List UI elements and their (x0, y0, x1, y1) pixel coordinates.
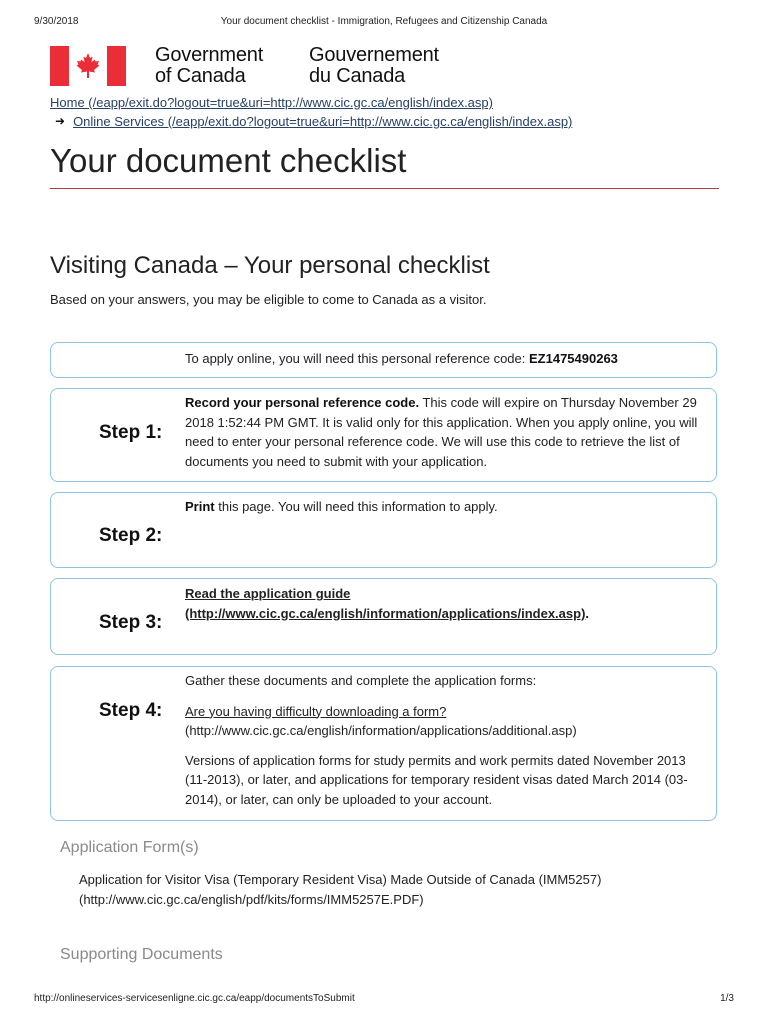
step-4-panel (50, 666, 717, 821)
step-1-label: Step 1: (99, 422, 163, 443)
application-guide-link[interactable]: Read the application guide (185, 586, 351, 601)
application-guide-url[interactable]: (http://www.cic.gc.ca/english/information/applications/index.asp) (185, 605, 586, 621)
breadcrumb (50, 93, 572, 131)
canada-flag-icon (50, 46, 126, 86)
step-1-text: Record your personal reference code. This code will expire on Thursday November 29 2018 1:52:44 PM GMT. It is valid only for this application. When you apply online, you will need to enter your personal reference code. We will use this code to retrieve the list of documents you need to submit with your application. (185, 395, 698, 469)
breadcrumb-home-link[interactable]: Home (/eapp/exit.do?logout=true&uri=http://www.cic.gc.ca/english/index.asp) (50, 95, 493, 110)
forms-version-note: Versions of application forms for study permits and work permits dated November 2013 (11-2013), or later, and applications for temporary resident visas dated March 2014 (03-2014), or later, can only be uploaded to your account. (185, 752, 688, 807)
download-help-link[interactable]: Are you having difficulty downloading a form? (185, 703, 447, 719)
application-form-item[interactable] (79, 870, 601, 910)
application-form-url: (http://www.cic.gc.ca/english/pdf/kits/forms/IMM5257E.PDF) (79, 892, 424, 907)
step-1-panel (50, 388, 717, 482)
print-date: 9/30/2018 (34, 16, 79, 27)
step-3-panel (50, 578, 717, 655)
step-4-text: Gather these documents and complete the application forms: (185, 673, 537, 688)
step-3-text: Read the application guide (http://www.cic.gc.ca/english/information/applications/index.asp). (185, 586, 590, 621)
step-2-text: Print this page. You will need this information to apply. (185, 499, 498, 514)
wordmark (155, 45, 439, 87)
print-url: http://onlineservices-servicesenligne.cic.gc.ca/eapp/documentsToSubmit (34, 993, 355, 1004)
breadcrumb-online-services-link[interactable]: Online Services (/eapp/exit.do?logout=true&uri=http://www.cic.gc.ca/english/index.asp) (73, 114, 573, 129)
step-2-label: Step 2: (99, 525, 163, 546)
print-header (34, 16, 734, 27)
reference-code: EZ1475490263 (529, 351, 618, 366)
reference-code-panel (50, 342, 717, 378)
download-help-url[interactable]: (http://www.cic.gc.ca/english/information/applications/additional.asp) (185, 723, 577, 738)
wordmark-french: Gouvernement du Canada (309, 44, 439, 87)
supporting-documents-heading: Supporting Documents (60, 946, 223, 963)
arrow-right-icon: ➜ (55, 114, 66, 128)
print-footer (34, 993, 734, 1004)
government-signature[interactable] (50, 44, 439, 88)
application-forms-heading: Application Form(s) (60, 839, 199, 856)
step-3-label: Step 3: (99, 612, 163, 633)
application-form-title: Application for Visitor Visa (Temporary Resident Visa) Made Outside of Canada (IMM5257) (79, 872, 602, 887)
intro-text: Based on your answers, you may be eligible to come to Canada as a visitor. (50, 292, 487, 307)
page-title: Your document checklist (50, 142, 719, 189)
print-title: Your document checklist - Immigration, Refugees and Citizenship Canada (220, 16, 548, 27)
download-help (185, 702, 702, 741)
reference-code-text: To apply online, you will need this personal reference code: (185, 351, 529, 366)
step-2-panel (50, 492, 717, 568)
section-title: Visiting Canada – Your personal checklist (50, 252, 490, 279)
step-4-label: Step 4: (99, 700, 163, 721)
print-page-number: 1/3 (720, 993, 734, 1004)
wordmark-english: Government of Canada (155, 44, 264, 87)
